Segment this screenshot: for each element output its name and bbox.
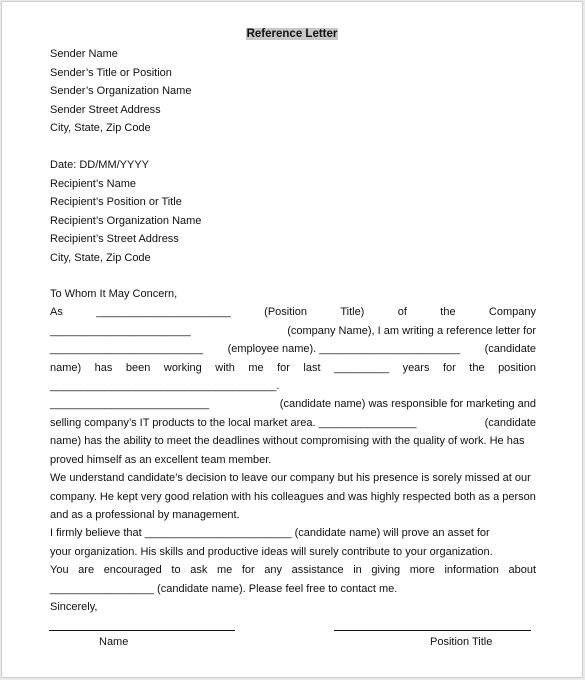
line-segment: years bbox=[402, 361, 430, 374]
paragraph-last-line: _________________ (candidate name). Please feel free to contact me. bbox=[50, 582, 398, 595]
line-segment: Title) bbox=[340, 306, 365, 318]
closing-text: Sincerely, bbox=[50, 601, 98, 613]
recipient-title: Recipient’s Position or Title bbox=[50, 196, 182, 208]
paragraph-last-line: and as a professional by management. bbox=[50, 509, 240, 521]
sender-block bbox=[50, 45, 536, 138]
line-segment: to bbox=[171, 564, 181, 576]
closing bbox=[50, 598, 536, 617]
paragraph-1 bbox=[50, 303, 536, 396]
line-segment: are bbox=[78, 564, 95, 576]
line-segment: me bbox=[248, 361, 264, 374]
line-segment: about bbox=[508, 564, 536, 576]
name-signature-line bbox=[49, 630, 235, 631]
line-segment: in bbox=[353, 564, 362, 576]
line-segment: ask bbox=[190, 564, 208, 576]
paragraph-last-line: your organization. His skills and productive ideas will surely contribute to your organization. bbox=[50, 545, 493, 558]
line-segment: position bbox=[498, 361, 536, 374]
line-segment: _______________________ bbox=[50, 324, 191, 337]
line-segment: me bbox=[216, 564, 233, 576]
line-segment: of bbox=[397, 306, 407, 318]
line-segment: As bbox=[50, 306, 63, 318]
line-segment: company. He kept very good relation with his colleagues and was highly respected both as a person bbox=[50, 490, 536, 503]
date-line: Date: DD/MM/YYYY bbox=[50, 159, 150, 171]
salutation-text: To Whom It May Concern, bbox=[50, 288, 178, 300]
sender-city: City, State, Zip Code bbox=[50, 122, 151, 134]
document-title: Reference Letter bbox=[246, 28, 338, 40]
line-segment: (candidate bbox=[484, 343, 536, 355]
position-signature-line bbox=[334, 630, 531, 631]
line-segment: information bbox=[444, 564, 499, 576]
line-segment: I firmly believe that ________________________ (candidate name) will prove an asset for bbox=[50, 527, 490, 539]
line-segment: name) has the ability to meet the deadlines without compromising with the quality of work. He has bbox=[50, 435, 525, 447]
line-segment: the bbox=[440, 306, 456, 318]
paragraph-5 bbox=[50, 561, 536, 598]
sender-organization: Sender’s Organization Name bbox=[50, 85, 192, 97]
line-segment: has bbox=[94, 361, 113, 374]
name-label: Name bbox=[99, 636, 129, 648]
paragraph-line bbox=[50, 524, 536, 543]
sender-street: Sender Street Address bbox=[50, 103, 161, 116]
line-segment: ______________________ bbox=[96, 306, 231, 318]
line-segment: _________________________ bbox=[50, 343, 203, 355]
line-segment: for bbox=[241, 564, 255, 576]
line-segment: with bbox=[215, 361, 235, 374]
line-segment: selling company’s IT products to the local market area. ________________ bbox=[50, 416, 417, 429]
salutation bbox=[50, 285, 536, 304]
recipient-block bbox=[50, 156, 536, 267]
line-segment: the bbox=[469, 361, 485, 374]
line-segment: encouraged bbox=[103, 564, 162, 576]
paragraph-line bbox=[50, 395, 536, 414]
line-segment: assistance bbox=[291, 564, 344, 576]
paragraph-4 bbox=[50, 524, 536, 561]
paragraph-line bbox=[50, 414, 536, 433]
recipient-street: Recipient’s Street Address bbox=[50, 233, 179, 245]
recipient-organization: Recipient’s Organization Name bbox=[50, 214, 202, 227]
paragraph-line bbox=[50, 488, 536, 507]
line-segment: (candidate bbox=[484, 416, 536, 429]
position-title-label: Position Title bbox=[430, 636, 493, 648]
line-segment: Company bbox=[488, 306, 536, 318]
line-segment: more bbox=[409, 564, 435, 576]
paragraph-2 bbox=[50, 395, 536, 469]
recipient-name: Recipient’s Name bbox=[50, 177, 137, 190]
paragraph-last-line: proved himself as an excellent team member. bbox=[50, 453, 272, 466]
paragraph-line bbox=[50, 469, 536, 488]
line-segment: been bbox=[125, 361, 151, 374]
recipient-city: City, State, Zip Code bbox=[50, 251, 151, 264]
paragraph-line bbox=[50, 359, 536, 378]
line-segment: (Position bbox=[264, 306, 307, 318]
line-segment: for bbox=[277, 361, 290, 374]
line-segment: name) bbox=[50, 361, 82, 374]
paragraph-line bbox=[50, 340, 536, 359]
sender-title: Sender’s Title or Position bbox=[50, 66, 172, 79]
paragraph-last-line: _____________________________________. bbox=[50, 380, 280, 392]
line-segment: for bbox=[442, 361, 456, 374]
paragraph-line bbox=[50, 322, 536, 341]
line-segment: (company Name), I am writing a reference letter for bbox=[287, 324, 536, 337]
line-segment: You bbox=[50, 564, 69, 576]
paragraph-line bbox=[50, 432, 536, 451]
line-segment: (candidate name) was responsible for marketing and bbox=[279, 398, 536, 410]
line-segment: _________ bbox=[334, 361, 390, 374]
line-segment: (employee name). _______________________ bbox=[227, 343, 460, 355]
line-segment: giving bbox=[371, 564, 401, 576]
paragraph-3 bbox=[50, 469, 536, 525]
paragraph-line bbox=[50, 303, 536, 322]
line-segment: any bbox=[264, 564, 283, 576]
line-segment: working bbox=[163, 361, 202, 374]
line-segment: __________________________ bbox=[50, 398, 210, 410]
sender-name: Sender Name bbox=[50, 48, 118, 60]
line-segment: last bbox=[303, 361, 321, 374]
paragraph-line bbox=[50, 561, 536, 580]
letter-page bbox=[1, 1, 583, 678]
line-segment: We understand candidate’s decision to leave our company but his presence is sorely missed at our bbox=[50, 472, 531, 484]
